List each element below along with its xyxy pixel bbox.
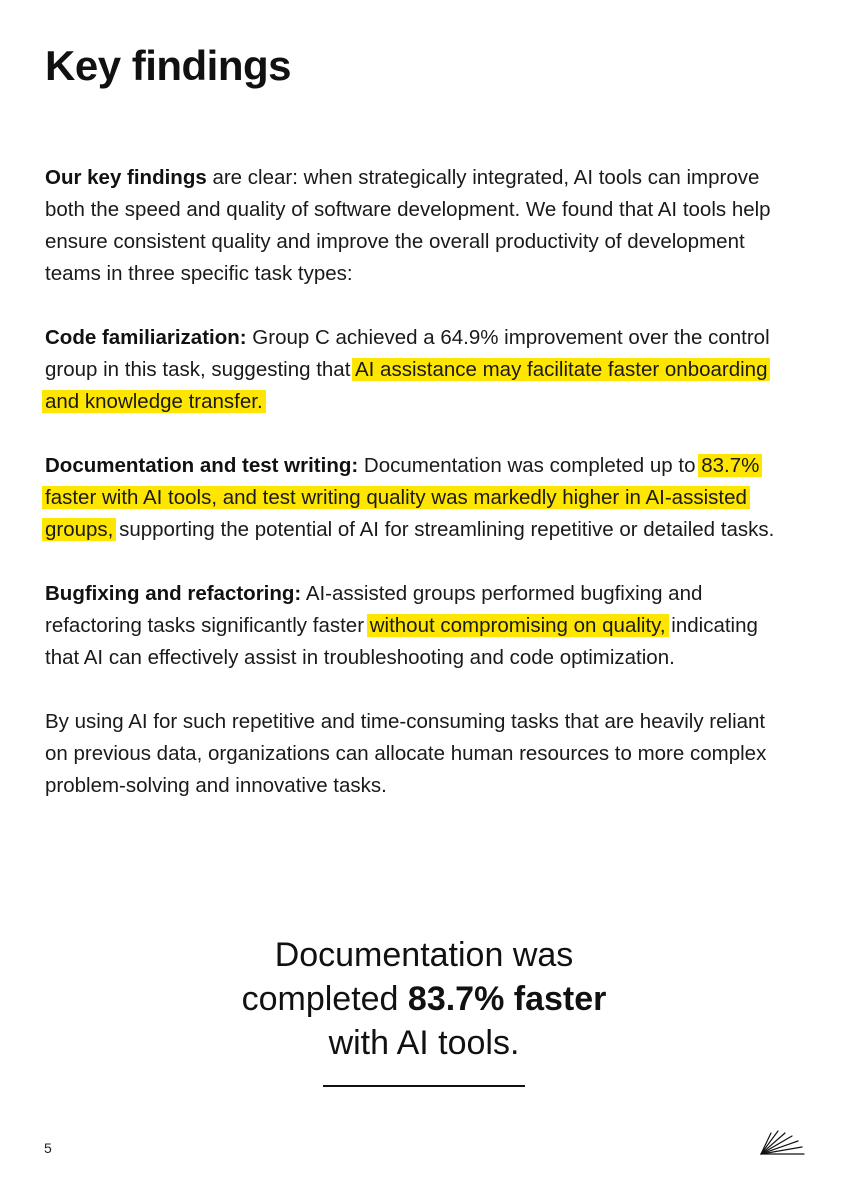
finding-lead: Documentation and test writing: — [45, 454, 359, 477]
finding-highlight: AI assistance may facilitate faster onboarding and knowledge transfer. — [45, 358, 768, 413]
pull-quote-line — [0, 977, 848, 1021]
intro-paragraph — [45, 162, 790, 290]
finding-highlight: 83.7% faster with AI tools, and test writing quality was markedly higher in AI-assisted groups, — [45, 454, 760, 541]
page-number: 5 — [44, 1140, 52, 1156]
pull-quote-text: completed — [241, 980, 408, 1018]
finding-highlight: without compromising on quality, — [369, 614, 666, 637]
intro-text: are clear: when strategically integrated, AI tools can improve both the speed and quality of software development. We found that AI tools help ensure consistent quality and improve the overall productivity of development teams in three specific task types: — [45, 166, 771, 285]
finding-text: Documentation was completed up to — [358, 454, 702, 477]
finding-text: supporting the potential of AI for streamlining repetitive or detailed tasks. — [113, 518, 775, 541]
pull-quote-line: Documentation was — [274, 936, 574, 974]
finding-bugfixing-refactoring — [45, 578, 790, 674]
finding-text: AI-assisted groups performed bugfixing and refactoring tasks significantly faster — [45, 582, 703, 637]
finding-lead: Code familiarization: — [45, 326, 247, 349]
pull-quote-emphasis: 83.7% faster — [407, 980, 607, 1018]
pull-quote-line: with AI tools. — [328, 1024, 520, 1062]
burst-lines-icon — [758, 1130, 806, 1158]
finding-text: Group C achieved a 64.9% improvement over the control group in this task, suggesting that — [45, 326, 770, 381]
finding-lead: Bugfixing and refactoring: — [45, 582, 302, 605]
divider — [323, 1085, 525, 1087]
finding-text: indicating that AI can effectively assist in troubleshooting and code optimization. — [45, 614, 758, 669]
finding-documentation-test-writing — [45, 450, 790, 546]
finding-code-familiarization — [45, 322, 790, 418]
closing-paragraph: By using AI for such repetitive and time-consuming tasks that are heavily reliant on previous data, organizations can allocate human resources to more complex problem-solving and innovative tasks. — [45, 710, 767, 797]
page-title: Key findings — [45, 42, 292, 89]
pull-quote — [0, 933, 848, 1065]
intro-lead: Our key findings — [45, 166, 207, 189]
body-text — [45, 162, 790, 834]
